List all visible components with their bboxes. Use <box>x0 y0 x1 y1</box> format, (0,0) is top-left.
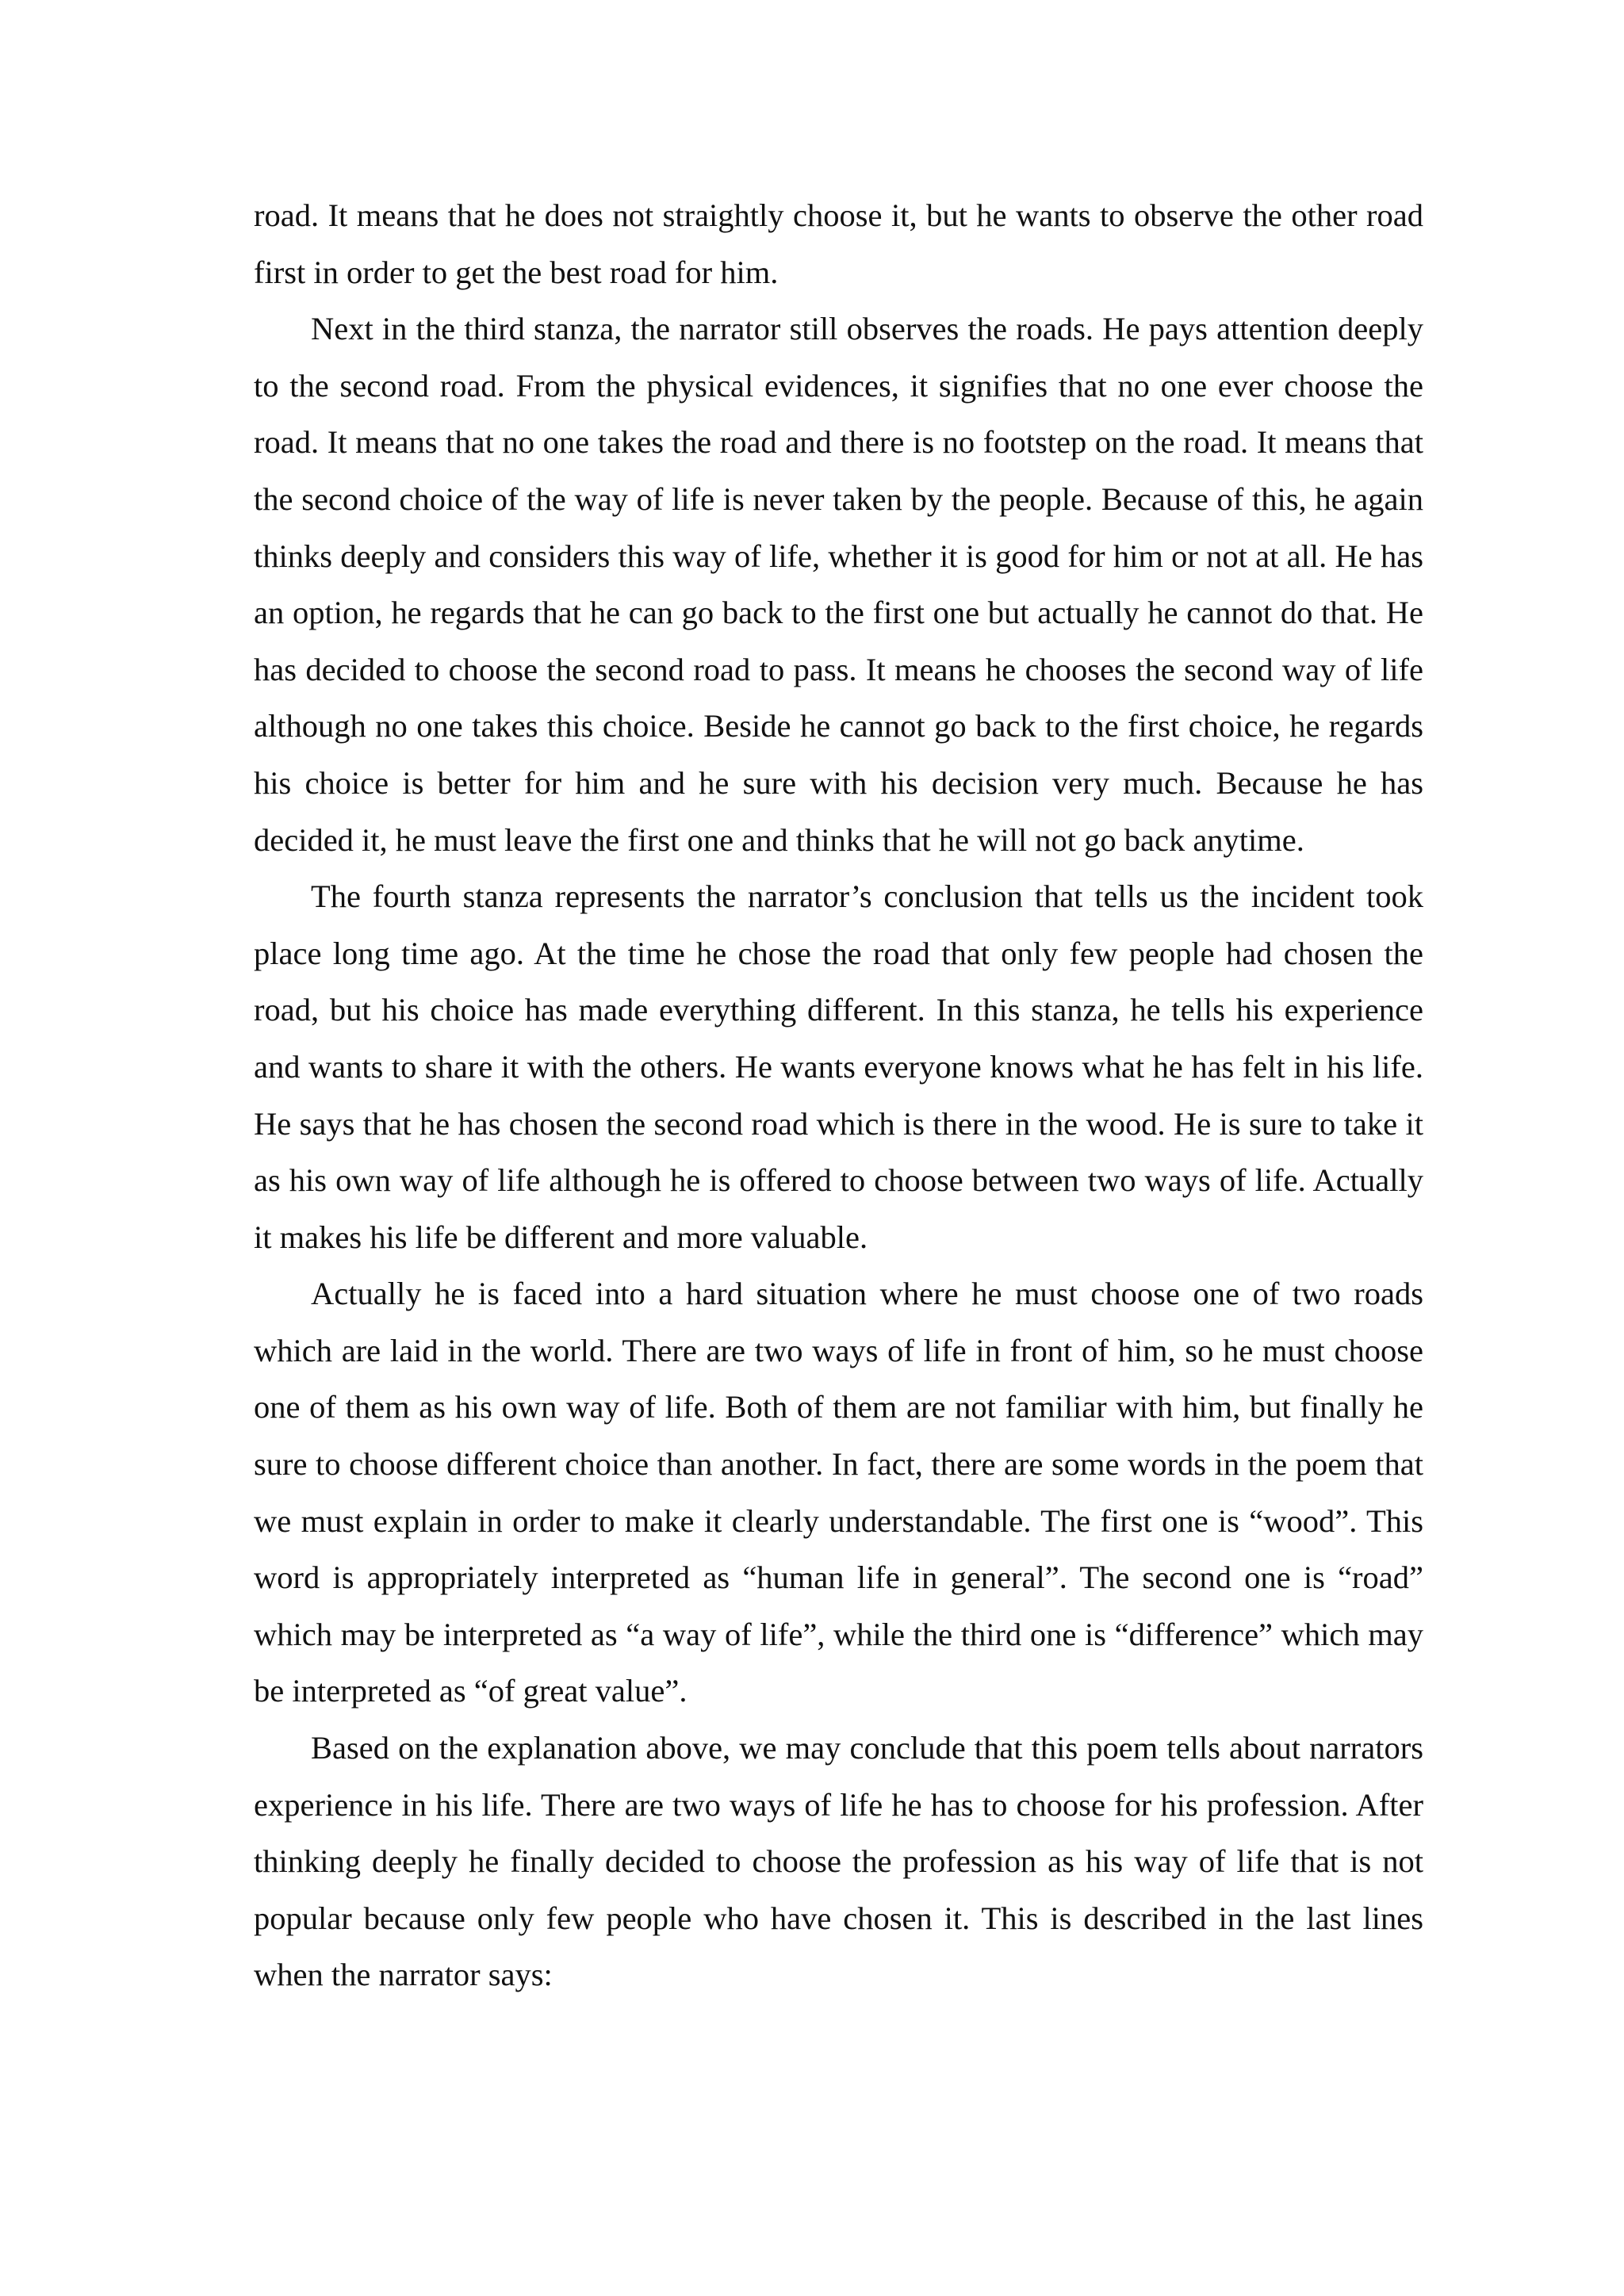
paragraph-3: The fourth stanza represents the narrator’s conclusion that tells us the incident took place long time ago. At the time he chose the road that only few people had chosen the road, but his choice has made everything different. In this stanza, he tells his experience and wants to share it with the others. He wants everyone knows what he has felt in his life. He says that he has chosen the second road which is there in the wood. He is sure to take it as his own way of life although he is offered to choose between two ways of life. Actually it makes his life be different and more valuable. <box>254 878 1423 1255</box>
body-text <box>254 187 1423 2003</box>
paragraph-5: Based on the explanation above, we may conclude that this poem tells about narrators experience in his life. There are two ways of life he has to choose for his profession. After thinking deeply he finally decided to choose the profession as his way of life that is not popular because only few people who have chosen it. This is described in the last lines when the narrator says: <box>254 1730 1423 1993</box>
paragraph-4: Actually he is faced into a hard situation where he must choose one of two roads which are laid in the world. There are two ways of life in front of him, so he must choose one of them as his own way of life. Both of them are not familiar with him, but finally he sure to choose different choice than another. In fact, there are some words in the poem that we must explain in order to make it clearly understandable. The first one is “wood”. This word is appropriately interpreted as “human life in general”. The second one is “road” which may be interpreted as “a way of life”, while the third one is “difference” which may be interpreted as “of great value”. <box>254 1276 1423 1709</box>
paragraph-1: road. It means that he does not straightly choose it, but he wants to observe the other road first in order to get the best road for him. <box>254 197 1423 290</box>
paragraph-2: Next in the third stanza, the narrator still observes the roads. He pays attention deeply to the second road. From the physical evidences, it signifies that no one ever choose the road. It means that no one takes the road and there is no footstep on the road. It means that the second choice of the way of life is never taken by the people. Because of this, he again thinks deeply and considers this way of life, whether it is good for him or not at all. He has an option, he regards that he can go back to the first one but actually he cannot do that. He has decided to choose the second road to pass. It means he chooses the second way of life although no one takes this choice. Beside he cannot go back to the first choice, he regards his choice is better for him and he sure with his decision very much. Because he has decided it, he must leave the first one and thinks that he will not go back anytime. <box>254 311 1423 858</box>
